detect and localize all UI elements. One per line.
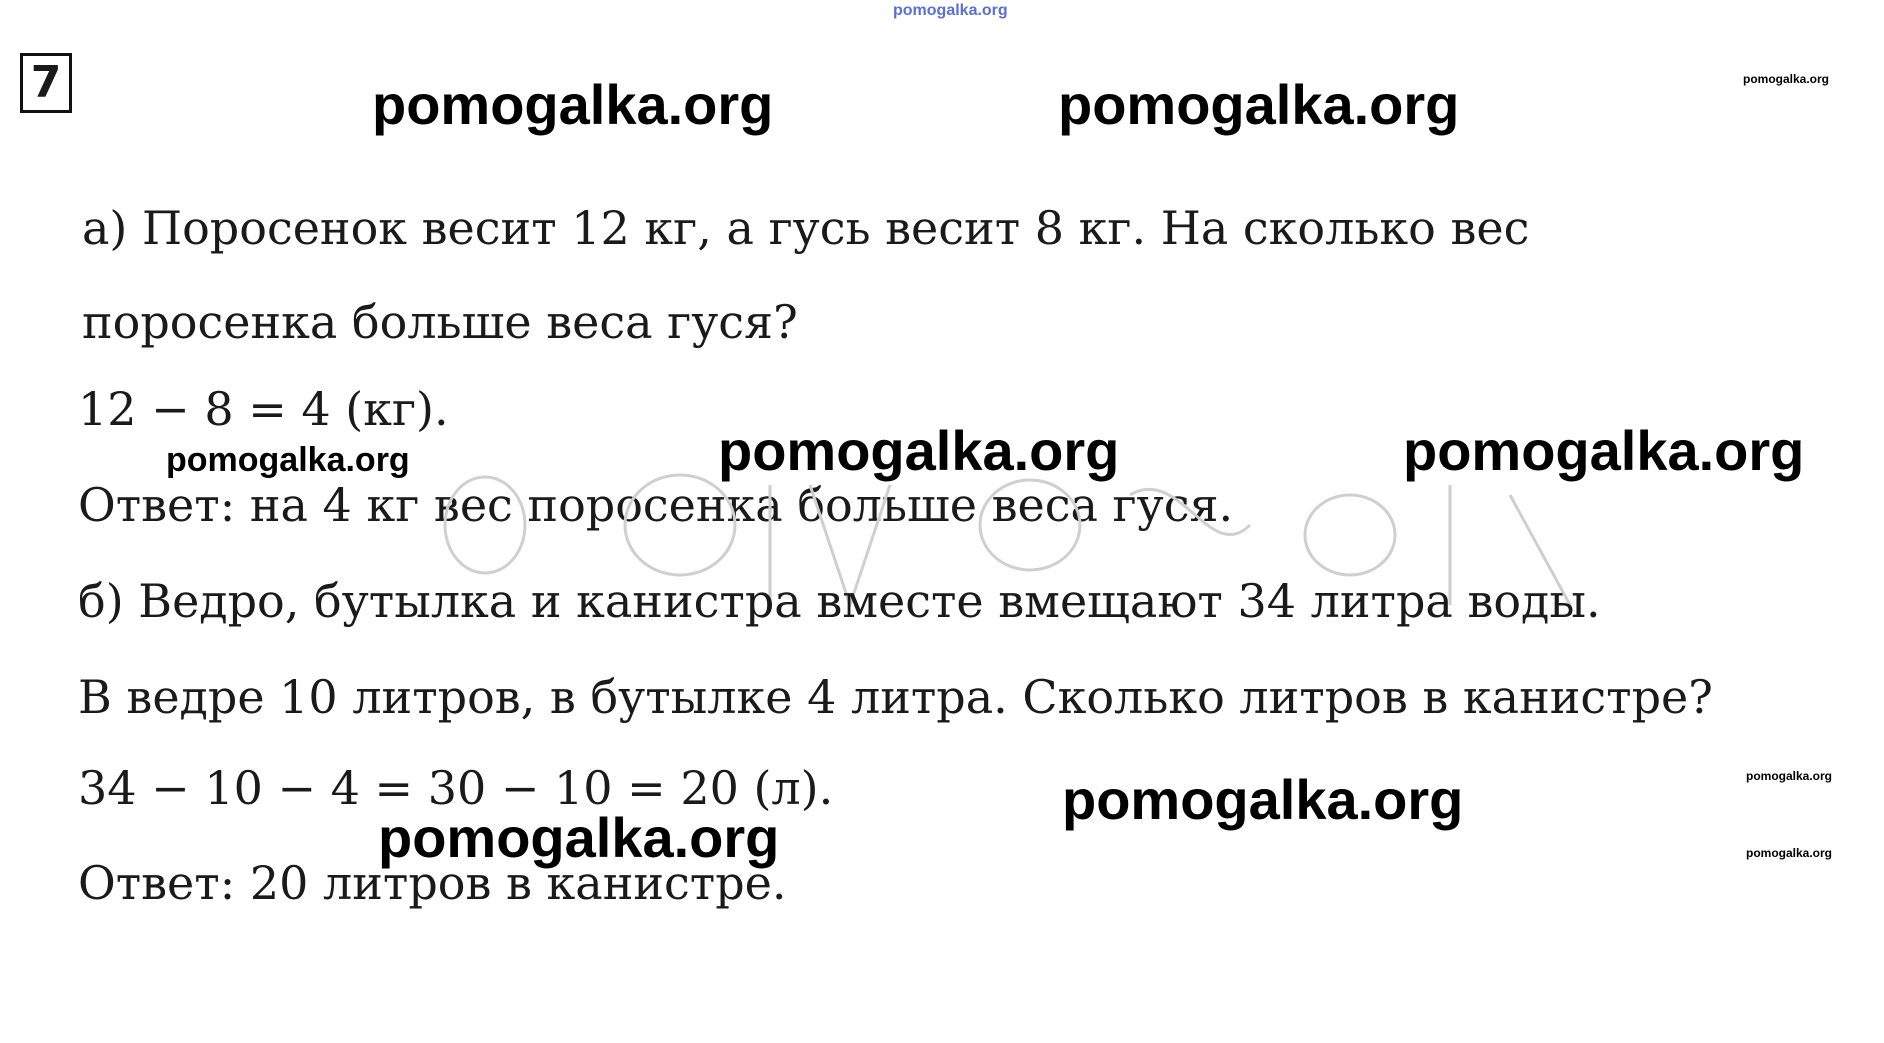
watermark: pomogalka.org: [372, 73, 774, 136]
problem-a-line-2: поросенка больше веса гуся?: [82, 295, 798, 349]
watermark: pomogalka.org: [1062, 768, 1464, 831]
watermark: pomogalka.org: [1058, 73, 1460, 136]
problem-a-line-1: а) Поросенок весит 12 кг, а гусь весит 8 кг. На сколько вес: [82, 201, 1530, 255]
watermark-top: pomogalka.org: [893, 2, 1008, 19]
watermark: pomogalka.org: [1403, 419, 1805, 482]
watermark: pomogalka.org: [166, 441, 410, 479]
problem-b-line-2: В ведре 10 литров, в бутылке 4 литра. Сколько литров в канистре?: [78, 670, 1713, 724]
watermark: pomogalka.org: [378, 806, 780, 869]
problem-b-answer: Ответ: 20 литров в канистре.: [78, 856, 787, 910]
watermark: pomogalka.org: [1746, 769, 1833, 783]
watermark: pomogalka.org: [1743, 72, 1830, 86]
problem-a-answer: Ответ: на 4 кг вес поросенка больше веса гуся.: [78, 478, 1234, 532]
problem-a-solution: 12 − 8 = 4 (кг).: [78, 382, 449, 436]
problem-b-line-1: б) Ведро, бутылка и канистра вместе вмещают 34 литра воды.: [78, 574, 1601, 628]
task-number: 7: [20, 53, 72, 113]
problem-b-solution: 34 − 10 − 4 = 30 − 10 = 20 (л).: [78, 761, 834, 815]
watermark: pomogalka.org: [718, 419, 1120, 482]
watermark: pomogalka.org: [1746, 846, 1833, 860]
